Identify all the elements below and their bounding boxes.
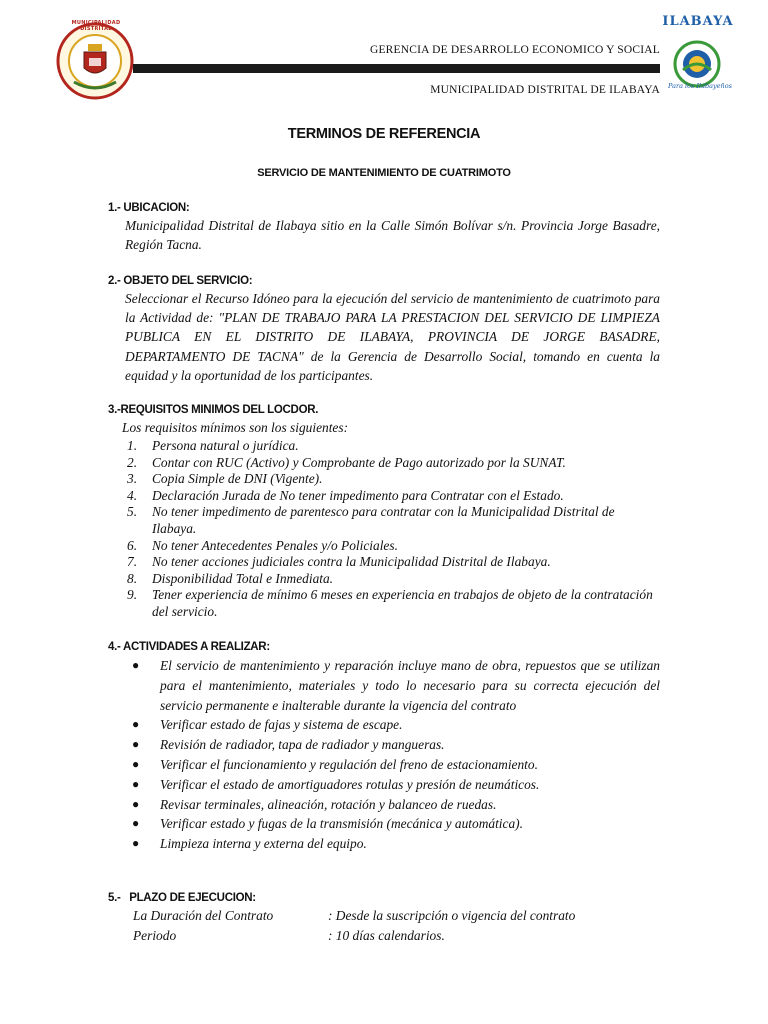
bullet-icon: ●: [132, 717, 140, 732]
duration-value: : Desde la suscripción o vigencia del contrato: [328, 908, 576, 923]
section-3-lead: Los requisitos mínimos son los siguientes:: [122, 420, 349, 435]
list-item: 1. Persona natural o jurídica.: [127, 438, 299, 453]
document-title: TERMINOS DE REFERENCIA: [287, 126, 481, 142]
bullet-icon: ●: [132, 737, 140, 752]
list-item: 5. No tener impedimento de parentesco para contratar con la Municipalidad Distrital de Ilabaya.: [127, 504, 615, 536]
activities-list: [130, 656, 660, 854]
bullet-icon: ●: [132, 776, 140, 791]
seal-text: MUNICIPALIDAD DISTRITAL: [71, 20, 121, 32]
period-label: Periodo: [133, 928, 177, 943]
period-value: : 10 días calendarios.: [328, 928, 445, 943]
bullet-icon: ●: [132, 756, 140, 771]
header-department: GERENCIA DE DESARROLLO ECONOMICO Y SOCIAL: [369, 44, 660, 56]
duration-label: La Duración del Contrato: [133, 908, 274, 923]
list-item: ● Verificar estado y fugas de la transmisión (mecánica y automática).: [130, 814, 660, 834]
bullet-icon: ●: [132, 658, 140, 672]
list-item: 6. No tener Antecedentes Penales y/o Policiales.: [127, 537, 398, 553]
list-item: 7. No tener acciones judiciales contra la Municipalidad Distrital de Ilabaya.: [127, 554, 551, 570]
header-municipality: MUNICIPALIDAD DISTRITAL DE ILABAYA: [430, 84, 660, 96]
document-subtitle: SERVICIO DE MANTENIMIENTO DE CUATRIMOTO: [257, 167, 511, 179]
section-1-text: Municipalidad Distrital de Ilabaya sitio en la Calle Simón Bolívar s/n. Provincia Jorge Basadre, Región Tacna.: [125, 218, 660, 253]
list-item: 9. Tener experiencia de mínimo 6 meses en experiencia en trabajos de objeto de la contratación del servicio.: [127, 587, 653, 619]
bullet-icon: ●: [132, 816, 140, 831]
list-item: 4. Declaración Jurada de No tener impedimento para Contratar con el Estado.: [127, 487, 564, 503]
list-item: ● Revisar terminales, alineación, rotación y balanceo de ruedas.: [130, 795, 660, 815]
section-2-text: Seleccionar el Recurso Idóneo para la ejecución del servicio de mantenimiento de cuatrimoto para la Actividad de: "PLAN DE TRABAJO PARA LA PRESTACION DEL SERVICIO DE LIMPIEZA PUBLICA EN EL DISTRITO DE ILABAYA, PROVINCIA DE JORGE BASADRE, DEPARTAMENTO DE TACNA" de la Gerencia de Desarrollo Social, tomando en cuenta la equidad y la oportunidad de los participantes.: [125, 291, 660, 383]
ilabaya-logo-text: ILABAYA: [662, 14, 734, 29]
municipal-seal-icon: [56, 22, 134, 100]
header-divider-bar: [133, 64, 660, 73]
list-item: ● Verificar el estado de amortiguadores rotulas y presión de neumáticos.: [130, 775, 660, 795]
list-item: 2. Contar con RUC (Activo) y Comprobante de Pago autorizado por la SUNAT.: [127, 454, 566, 470]
section-5-heading: 5.- PLAZO DE EJECUCION:: [108, 892, 256, 904]
list-item: ● El servicio de mantenimiento y reparación incluye mano de obra, repuestos que se utilizan para el mantenimiento, materiales y todo lo necesario para su correcta ejecución del servicio permanente e inalterable durante la vigencia del contrato: [132, 658, 660, 713]
bullet-icon: ●: [132, 796, 140, 811]
ilabaya-tagline: Para los Ilabayeños: [668, 82, 732, 90]
section-2-heading: 2.- OBJETO DEL SERVICIO:: [108, 275, 253, 287]
list-item: 3. Copia Simple de DNI (Vigente).: [127, 471, 323, 487]
list-item: ● Verificar estado de fajas y sistema de escape.: [130, 715, 660, 735]
list-item: ● Verificar el funcionamiento y regulación del freno de estacionamiento.: [130, 755, 660, 775]
requirements-list: [126, 438, 660, 621]
section-1-heading: 1.- UBICACION:: [108, 202, 190, 214]
section-3-heading: 3.-REQUISITOS MINIMOS DEL LOCDOR.: [108, 404, 319, 416]
list-item: ● Limpieza interna y externa del equipo.: [130, 834, 660, 854]
section-4-heading: 4.- ACTIVIDADES A REALIZAR:: [108, 641, 270, 653]
bullet-icon: ●: [132, 836, 140, 851]
list-item: 8. Disponibilidad Total e Inmediata.: [127, 570, 334, 586]
list-item: ● Revisión de radiador, tapa de radiador y mangueras.: [130, 735, 660, 755]
